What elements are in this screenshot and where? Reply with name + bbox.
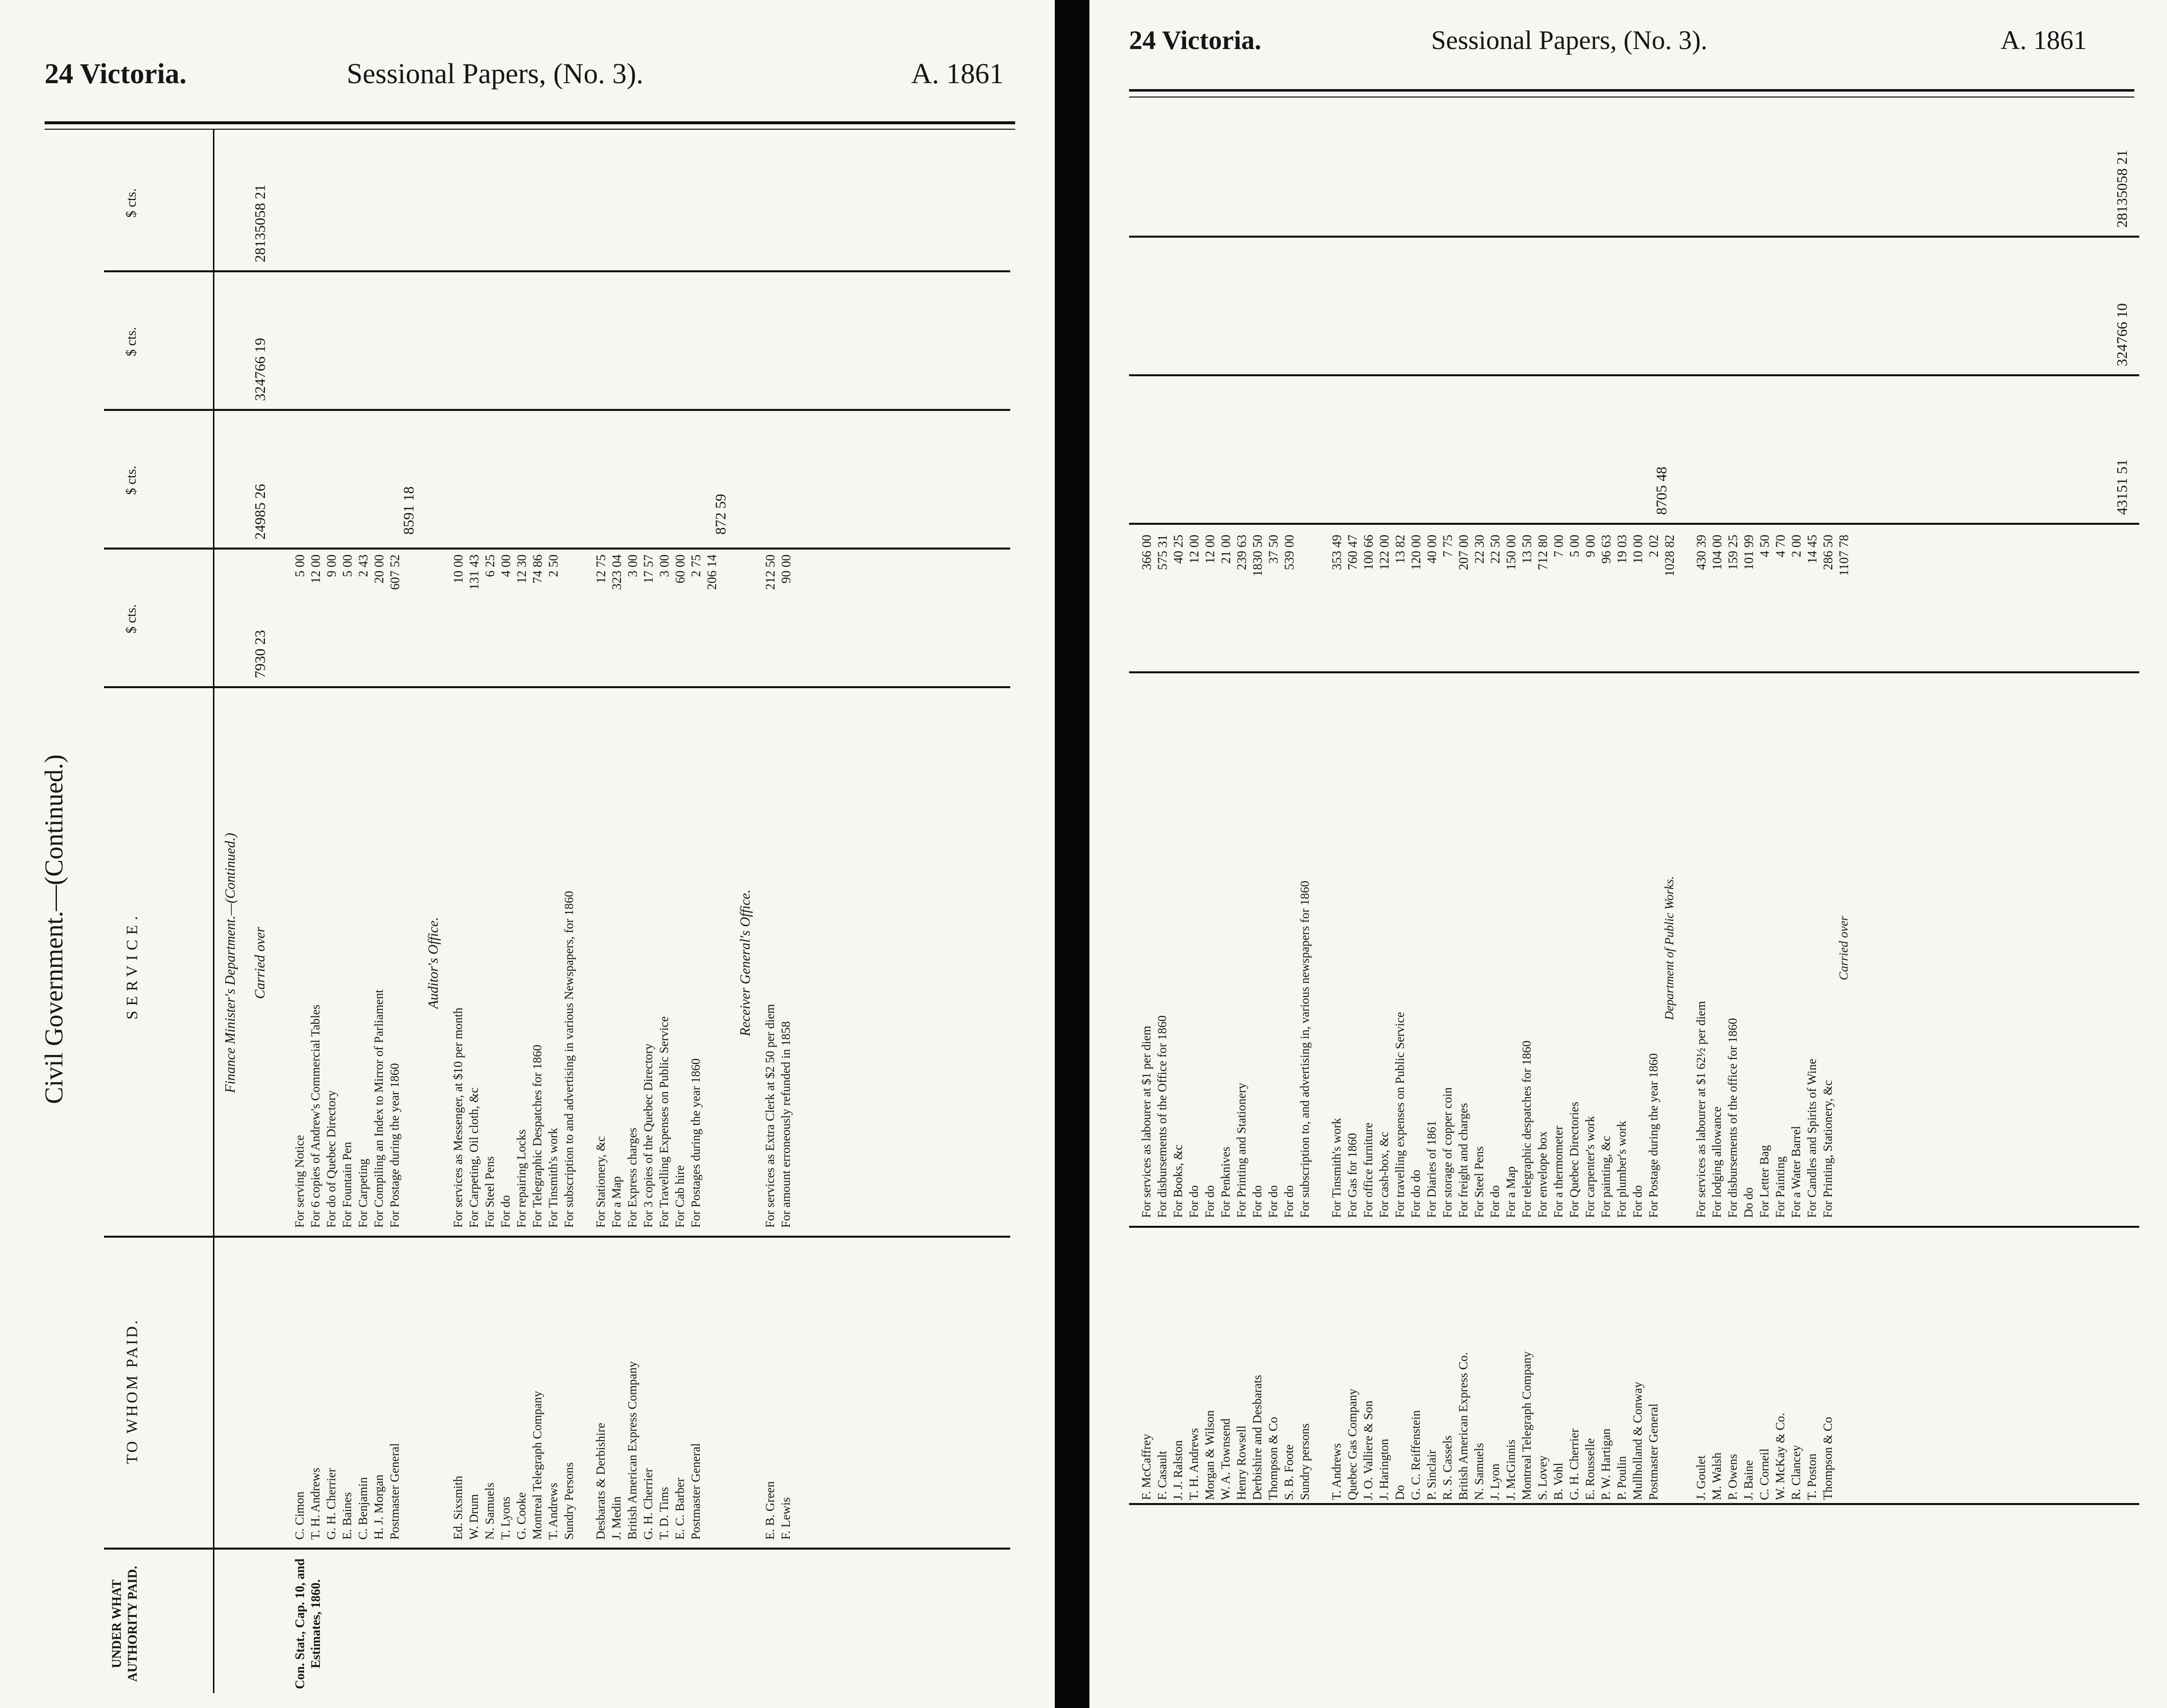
amount: 104 00	[1710, 535, 1724, 570]
payee: Quebec Gas Company	[1346, 1389, 1359, 1500]
amount: 7 75	[1441, 535, 1455, 557]
right-page	[1089, 0, 2167, 1708]
right-amounts	[1139, 535, 1852, 663]
service: For Candles and Spirits of Wine	[1806, 1058, 1819, 1218]
amount: 40 00	[1425, 535, 1439, 564]
section-title-receiver: Receiver General's Office.	[738, 890, 753, 1036]
amount: 6 25	[483, 554, 497, 577]
amount-spacer	[577, 554, 593, 673]
payee: J. Goulet	[1695, 1455, 1708, 1500]
amount: 37 50	[1266, 535, 1281, 564]
amount: 239 63	[1235, 535, 1249, 570]
service: For 3 copies of the Quebec Directory	[642, 1043, 655, 1228]
payee: P. Poulin	[1615, 1456, 1629, 1500]
service: For a Water Barrel	[1790, 1126, 1803, 1218]
service: For do	[1251, 1185, 1264, 1218]
payee: E. Rousselle	[1584, 1438, 1597, 1500]
amount: 607 52	[388, 554, 402, 590]
amount: 21 00	[1219, 535, 1233, 564]
service: For services as Extra Clerk at $2 50 per diem	[764, 1004, 777, 1228]
col-rule	[1129, 671, 2139, 673]
col-rule	[1129, 374, 2139, 376]
amount: 10 00	[1631, 535, 1645, 564]
amount: 40 25	[1171, 535, 1186, 564]
amount: 22 30	[1472, 535, 1487, 564]
service: For do	[1283, 1185, 1296, 1218]
amount: 100 66	[1361, 535, 1376, 570]
payee: Montreal Telegraph Company	[531, 1391, 544, 1540]
amount: 4 00	[499, 554, 513, 577]
page-header-left: 24 Victoria.	[45, 57, 187, 90]
payee: J. McGinnis	[1504, 1439, 1518, 1500]
carried-total-2: 324766 10	[2114, 303, 2130, 366]
service: For subscription to and advertising in various Newspapers, for 1860	[563, 891, 576, 1228]
payee: Montreal Telegraph Company	[1520, 1351, 1534, 1500]
service: For disbursements of the office for 1860	[1726, 1018, 1740, 1218]
payee: R. Clancey	[1790, 1445, 1803, 1500]
service: For Printing, Stationery, &c	[1821, 1080, 1835, 1218]
payee: British American Express Company	[626, 1361, 639, 1540]
dollars-header-3: $ cts.	[124, 327, 139, 356]
service: For cash-box, &c	[1378, 1131, 1391, 1218]
payee: J. Baine	[1742, 1460, 1755, 1500]
dollars-header-1: $ cts.	[124, 604, 139, 634]
amount: 212 50	[763, 554, 777, 590]
carried-over-amount: 1107 78	[1837, 535, 1851, 576]
service: For repairing Locks	[515, 1129, 528, 1228]
service: For Printing and Stationery	[1235, 1083, 1248, 1218]
page-header-right: A. 1861	[911, 57, 1004, 90]
payee: Desbarats & Derbishire	[594, 1422, 608, 1540]
amount: 353 49	[1330, 535, 1344, 570]
header-rule	[213, 129, 214, 1693]
service: For Tinsmith's work	[1330, 1118, 1343, 1218]
payee: Postmaster General	[388, 1443, 402, 1540]
section1-services	[292, 693, 403, 1228]
service: For lodging allowance	[1710, 1106, 1724, 1218]
amount: 13 82	[1393, 535, 1407, 564]
authority-column-header: UNDER WHAT AUTHORITY PAID.	[109, 1566, 140, 1682]
amount: 14 45	[1805, 535, 1819, 564]
section1-total: 8591 18	[401, 486, 417, 535]
amount: 207 00	[1456, 535, 1471, 570]
amount: 2 75	[689, 554, 703, 577]
payee: F. McCaffrey	[1140, 1434, 1153, 1500]
page-header-center: Sessional Papers, (No. 3).	[347, 57, 644, 90]
service: For office furniture	[1362, 1122, 1375, 1218]
service: For do	[1267, 1185, 1280, 1218]
service: For envelope box	[1536, 1131, 1549, 1218]
service: For do	[1489, 1185, 1502, 1218]
payee: Ed. Sixsmith	[452, 1475, 465, 1540]
left-ledger-table	[104, 129, 1010, 1693]
service: For do	[1631, 1185, 1645, 1218]
amount: 101 99	[1742, 535, 1756, 570]
section-title-auditor: Auditor's Office.	[426, 917, 441, 1009]
amount: 366 00	[1139, 535, 1154, 570]
payee: G. Cooke	[515, 1492, 528, 1540]
to-whom-column-header: TO WHOM PAID.	[123, 1318, 141, 1464]
amount: 4 70	[1773, 535, 1788, 557]
amount: 5 00	[1567, 535, 1582, 557]
amount: 9 00	[1583, 535, 1598, 557]
payee: Thompson & Co	[1267, 1416, 1280, 1500]
amount: 12 00	[1187, 535, 1201, 564]
payee: P. Owens	[1726, 1454, 1740, 1500]
amount: 5 00	[340, 554, 355, 577]
book-gutter	[1055, 0, 1089, 1708]
payee: Morgan & Wilson	[1203, 1410, 1217, 1500]
amount: 10 00	[451, 554, 465, 584]
service: For Painting	[1774, 1156, 1787, 1218]
page-header-left: 24 Victoria.	[1129, 25, 1261, 55]
dollars-header-4: $ cts.	[124, 188, 139, 218]
amount: 575 31	[1155, 535, 1170, 570]
right-total: 8705 48	[1653, 466, 1670, 515]
service-column-header: SERVICE.	[123, 911, 141, 1020]
amount: 3 00	[625, 554, 640, 577]
carried-over-label: Carried over	[253, 927, 268, 999]
payee: Postmaster General	[689, 1443, 703, 1540]
payee: E. B. Green	[764, 1481, 777, 1540]
service: For Tinsmith's work	[547, 1128, 560, 1228]
right-services	[1139, 678, 1852, 1218]
col-rule	[1129, 523, 2139, 525]
amount: 286 50	[1821, 535, 1835, 570]
amount: 12 30	[515, 554, 529, 584]
service: For Travelling Expenses on Public Service	[658, 1016, 671, 1228]
payee: W. McKay & Co.	[1774, 1412, 1787, 1500]
payee-spacer	[1662, 1233, 1678, 1500]
amount: 19 03	[1615, 535, 1629, 564]
amount: 90 00	[779, 554, 793, 584]
amount: 3 00	[657, 554, 671, 577]
payee: T. Andrews	[1330, 1443, 1343, 1500]
payee: F. Casault	[1156, 1451, 1169, 1500]
service: For painting, &c	[1599, 1136, 1613, 1218]
payee: H. J. Morgan	[372, 1474, 386, 1540]
service: For do	[499, 1195, 513, 1228]
service: For Steel Pens	[483, 1156, 497, 1228]
service: For telegraphic despatches for 1860	[1520, 1040, 1534, 1218]
service: For do of Quebec Directory	[325, 1090, 338, 1228]
amount: 13 50	[1520, 535, 1534, 564]
amount: 539 00	[1282, 535, 1296, 570]
col-rule	[104, 409, 1010, 411]
carried-total-1: 24985 26	[252, 484, 268, 540]
payee: F. Lewis	[779, 1497, 793, 1540]
payee: R. S. Cassels	[1441, 1435, 1454, 1500]
service: For Diaries of 1861	[1425, 1120, 1439, 1218]
carried-over-amount: 7930 23	[252, 630, 268, 678]
amount: 1830 50	[1250, 535, 1265, 577]
service: For 6 copies of Andrew's Commercial Tables	[309, 1005, 322, 1228]
service: For Fountain Pen	[341, 1142, 354, 1228]
amount: 20 00	[372, 554, 386, 584]
payee: P. W. Hartigan	[1599, 1428, 1613, 1500]
subtotal: 1028 82	[1662, 535, 1677, 577]
top-rule	[45, 121, 1015, 124]
service: For plumber's work	[1615, 1120, 1629, 1218]
section1-amounts	[292, 554, 403, 673]
section3-amounts	[763, 554, 794, 673]
amount: 17 57	[641, 554, 656, 584]
section1-payees	[292, 1243, 403, 1540]
amount: 22 50	[1488, 535, 1502, 564]
page-header-center: Sessional Papers, (No. 3).	[1431, 25, 1707, 55]
payee: J. Lyon	[1489, 1463, 1502, 1500]
service: For a Map	[1504, 1166, 1518, 1218]
dollars-header-2: $ cts.	[124, 465, 139, 495]
payee: N. Samuels	[483, 1482, 497, 1540]
payee: E. Baines	[341, 1492, 354, 1540]
service: For travelling expenses on Public Service	[1393, 1012, 1407, 1218]
payee-spacer	[1313, 1233, 1329, 1500]
payee: W. A. Townsend	[1219, 1418, 1233, 1500]
section2-amounts	[451, 554, 720, 673]
service: For Carpeting, Oil cloth, &c	[467, 1087, 481, 1228]
payee: T. Poston	[1806, 1454, 1819, 1500]
amount: 74 86	[530, 554, 545, 584]
side-title: Civil Government.—(Continued.)	[40, 754, 68, 1104]
section3-payees	[763, 1243, 794, 1540]
col-rule	[104, 548, 1010, 550]
payee: P. Sinclair	[1425, 1450, 1439, 1500]
amount: 96 63	[1599, 535, 1613, 564]
payee: Derbishire and Desbarats	[1251, 1375, 1264, 1500]
col-rule	[1129, 1503, 2139, 1505]
amount: 323 04	[610, 554, 624, 590]
service: For Telegraphic Despatches for 1860	[531, 1045, 544, 1228]
amount	[562, 554, 577, 673]
service: For do	[1187, 1185, 1201, 1218]
carried-total-3: 28135058 21	[252, 184, 268, 262]
section3-services	[763, 693, 794, 1228]
payee: Sundry Persons	[563, 1462, 576, 1540]
amount: 7 00	[1551, 535, 1566, 557]
section-title-public-works: Department of Public Works.	[1663, 876, 1676, 1020]
payee: G. H. Cherrier	[325, 1468, 338, 1540]
amount: 131 43	[467, 554, 481, 590]
payee: S. B. Foote	[1283, 1444, 1296, 1500]
service: For services as labourer at $1 62½ per diem	[1695, 1001, 1708, 1218]
amount: 430 39	[1694, 535, 1708, 570]
amount-spacer	[1313, 535, 1329, 663]
top-rule	[1129, 89, 2134, 92]
payee: Sundry persons	[1298, 1423, 1312, 1500]
service: For a Map	[610, 1176, 623, 1228]
payee: Henry Rowsell	[1235, 1425, 1248, 1500]
right-payees	[1139, 1233, 1836, 1500]
payee: G. H. Cherrier	[642, 1468, 655, 1540]
payee: S. Lovey	[1536, 1455, 1549, 1500]
amount: 150 00	[1504, 535, 1518, 570]
payee: Mullholland & Conway	[1631, 1382, 1645, 1500]
service: For Express charges	[626, 1127, 639, 1228]
amount: 2 50	[546, 554, 561, 577]
payee: T. H. Andrews	[309, 1467, 322, 1540]
amount: 12 00	[1203, 535, 1217, 564]
section2-total: 872 59	[713, 494, 729, 535]
section2-payees	[451, 1243, 704, 1540]
payee: G. H. Cherrier	[1568, 1428, 1581, 1500]
payee: J. Medin	[610, 1496, 623, 1540]
service: For a thermometer	[1552, 1125, 1565, 1218]
amount	[1297, 535, 1313, 663]
section2-services	[451, 693, 704, 1228]
service: Do do	[1742, 1187, 1755, 1218]
payee: C. Cimon	[293, 1491, 307, 1540]
payee: T. Lyons	[499, 1496, 513, 1540]
section-title-finance: Finance Minister's Department.—(Continued.)	[223, 833, 238, 1093]
amount: 760 47	[1345, 535, 1360, 570]
service: For Compiling an Index to Mirror of Parliament	[372, 989, 386, 1228]
amount-spacer	[1678, 535, 1694, 663]
payee: E. C. Barber	[673, 1478, 687, 1540]
payee: C. Corneil	[1758, 1448, 1771, 1500]
service: For Postage during the year 1860	[388, 1063, 402, 1228]
payee: N. Samuels	[1473, 1443, 1486, 1500]
payee: T. D. Tims	[658, 1487, 671, 1540]
payee: British American Express Co.	[1457, 1352, 1470, 1500]
payee: Thompson & Co	[1821, 1416, 1835, 1500]
right-ledger-table	[1129, 99, 2139, 1505]
subtotal: 206 14	[705, 554, 719, 590]
payee: C. Benjamin	[357, 1477, 370, 1540]
payee: T. Andrews	[547, 1483, 560, 1540]
authority-note: Con. Stat., Cap. 10, and Estimates, 1860.	[293, 1558, 323, 1689]
col-rule	[1129, 236, 2139, 238]
amount: 2 02	[1647, 535, 1661, 557]
carried-total-2: 324766 19	[252, 338, 268, 401]
amount: 120 00	[1409, 535, 1423, 570]
page-header-right: A. 1861	[2001, 25, 2087, 55]
service: For Stationery, &c	[594, 1136, 608, 1228]
payee: M. Walsh	[1710, 1452, 1724, 1500]
service: For services as labourer at $1 per diem	[1140, 1025, 1153, 1218]
service: For do	[1203, 1185, 1217, 1218]
service: For do do	[1409, 1169, 1423, 1218]
amount: 12 75	[594, 554, 608, 584]
service: For Gas for 1860	[1346, 1133, 1359, 1218]
amount: 5 00	[293, 554, 307, 577]
top-rule-thin	[1129, 97, 2134, 98]
service: For Penknives	[1219, 1147, 1233, 1218]
payee: B. Vohl	[1552, 1462, 1565, 1500]
payee: J. O. Valliere & Son	[1362, 1401, 1375, 1500]
service: For storage of copper coin	[1441, 1087, 1454, 1218]
service: For Carpeting	[357, 1158, 370, 1228]
carried-total-1: 43151 51	[2114, 459, 2130, 515]
service: For freight and charges	[1457, 1103, 1470, 1218]
service: For subscription to, and advertising in, various newspapers for 1860	[1298, 880, 1312, 1218]
carried-over-label: Carried over	[1837, 916, 1851, 980]
left-page	[0, 0, 1055, 1708]
service: For Letter Bag	[1758, 1145, 1771, 1218]
amount: 159 25	[1726, 535, 1740, 570]
amount: 12 00	[309, 554, 323, 584]
amount: 712 80	[1536, 535, 1550, 570]
payee: J. J. Ralston	[1172, 1440, 1185, 1500]
payee: Do	[1393, 1485, 1407, 1500]
payee: W. Drum	[467, 1494, 481, 1540]
service: For services as Messenger, at $10 per month	[452, 1007, 465, 1228]
service: For Quebec Directories	[1568, 1102, 1581, 1218]
service: For Postage during the year 1860	[1647, 1053, 1660, 1218]
service: For serving Notice	[293, 1135, 307, 1228]
payee-spacer	[1678, 1233, 1694, 1500]
amount: 122 00	[1377, 535, 1392, 570]
service: For Postages during the year 1860	[689, 1058, 703, 1228]
amount: 2 00	[1789, 535, 1804, 557]
col-rule	[104, 1548, 1010, 1550]
carried-total-3: 28135058 21	[2114, 150, 2130, 228]
service: For amount erroneously refunded in 1858	[779, 1021, 793, 1228]
service-spacer	[1678, 678, 1694, 1218]
col-rule	[104, 270, 1010, 272]
payee: J. Harington	[1378, 1439, 1391, 1500]
service: For Cab hire	[673, 1165, 687, 1228]
amount: 4 50	[1757, 535, 1772, 557]
amount: 2 43	[356, 554, 370, 577]
col-rule	[104, 1236, 1010, 1238]
payee: G. C. Reiffenstein	[1409, 1410, 1423, 1500]
service: For carpenter's work	[1584, 1116, 1597, 1218]
payee: Postmaster General	[1647, 1403, 1660, 1500]
payee-spacer	[577, 1243, 593, 1540]
col-rule	[104, 686, 1010, 688]
amount: 60 00	[673, 554, 687, 584]
service: For Books, &c	[1172, 1145, 1185, 1218]
col-rule	[1129, 1226, 2139, 1228]
amount: 9 00	[324, 554, 339, 577]
service: For Steel Pens	[1473, 1146, 1486, 1218]
payee: T. H. Andrews	[1187, 1428, 1201, 1500]
service: For disbursements of the Office for 1860	[1156, 1015, 1169, 1218]
